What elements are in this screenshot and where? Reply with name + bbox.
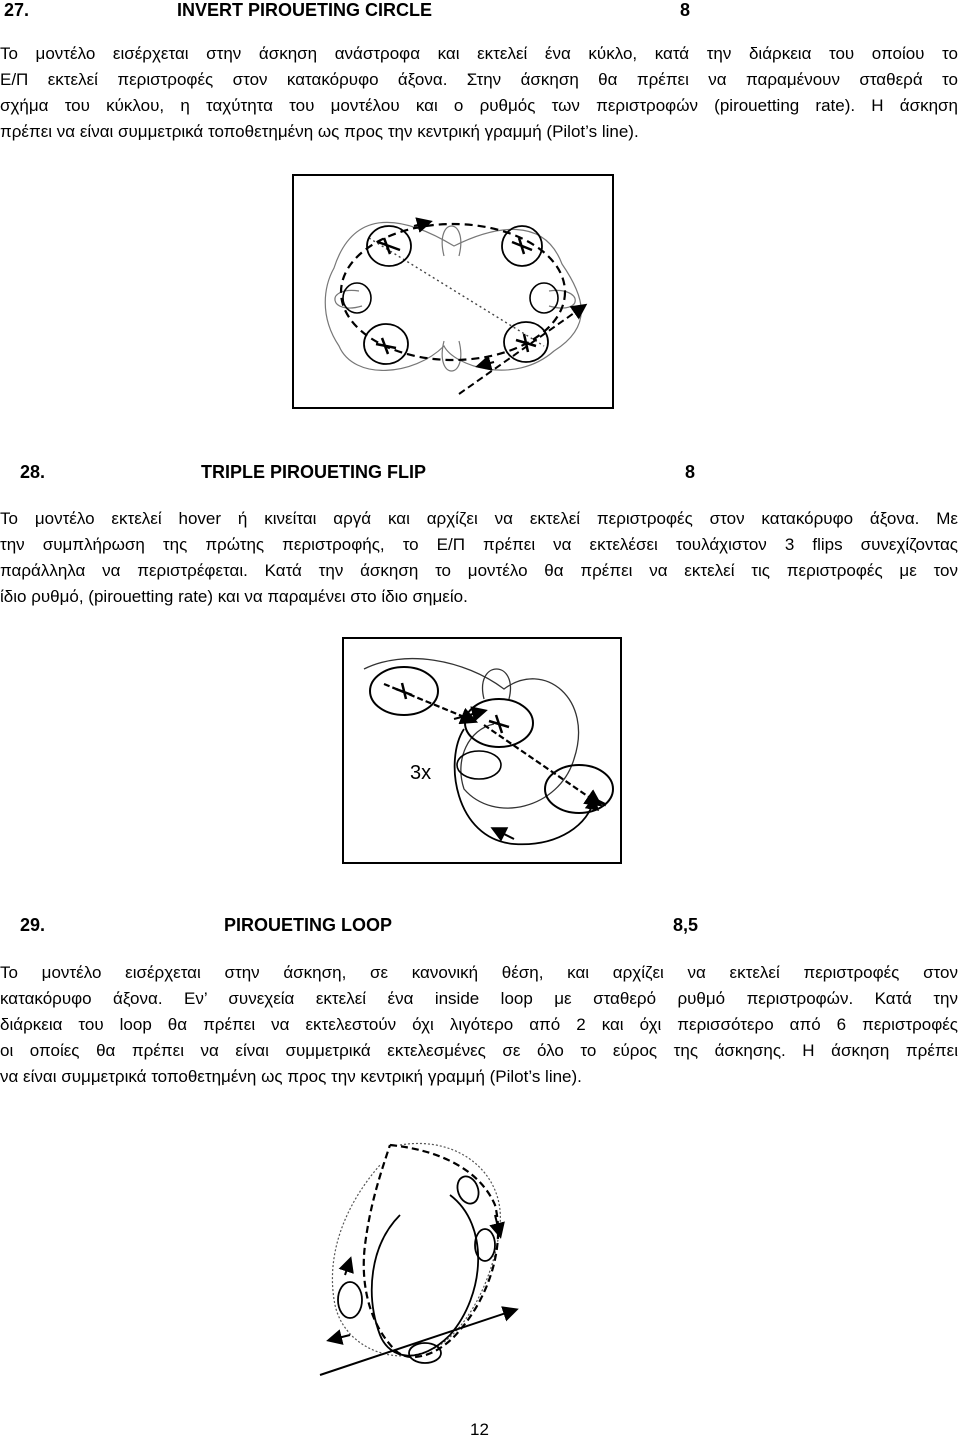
text-line: διάρκεια του loop θα πρέπει να εκτελεστούν όχι λιγότερο από 2 και όχι περισσότερο από 6 περιστροφές xyxy=(0,1015,958,1034)
page-number: 12 xyxy=(470,1420,489,1439)
triple-flip-count-label: 3x xyxy=(410,762,432,784)
section-28-title: TRIPLE PIROUETING FLIP xyxy=(201,462,427,482)
section-29-number: 29. xyxy=(20,915,46,935)
text-line: παράλληλα να περιστρέφεται. Κατά την άσκηση το μοντέλο θα πρέπει να εκτελεί τις περιστροφές με τον xyxy=(0,561,958,580)
section-27-number: 27. xyxy=(4,0,30,20)
text-line: κατακόρυφο άξονα. Εν’ συνεχεία εκτελεί ένα inside loop με σταθερό ρυθμό περιστροφών. Κατά την xyxy=(0,989,958,1008)
section-27-description xyxy=(0,41,958,145)
section-29-title: PIROUETING LOOP xyxy=(224,915,393,935)
section-28-score: 8 xyxy=(685,462,696,482)
section-27-title: INVERT PIROUETING CIRCLE xyxy=(177,0,433,20)
text-line: Το μοντέλο εισέρχεται στην άσκηση, σε κανονική θέση, και αρχίζει να εκτελεί περιστροφές στον xyxy=(0,963,958,982)
text-line: την συμπλήρωση της πρώτης περιστροφής, το Ε/Π πρέπει να εκτελέσει τουλάχιστον 3 flips συνεχίζοντας xyxy=(0,535,958,554)
text-line: σχήμα του κύκλου, η ταχύτητα του μοντέλου και ο ρυθμός των περιστροφών (pirouetting rate). Η άσκηση xyxy=(0,96,958,115)
section-28-description xyxy=(0,506,958,610)
section-29-description xyxy=(0,960,958,1090)
text-line: ίδιο ρυθμό, (pirouetting rate) και να παραμένει στο ίδιο σημείο. xyxy=(0,587,468,606)
invert-pirouetting-circle-diagram xyxy=(292,174,614,409)
section-27-score: 8 xyxy=(680,0,691,20)
section-28-number: 28. xyxy=(20,462,46,482)
section-29-score: 8,5 xyxy=(673,915,699,935)
pirouetting-loop-diagram xyxy=(290,1135,530,1380)
text-line: να είναι συμμετρικά τοποθετημένη ως προς την κεντρική γραμμή (Pilot’s line). xyxy=(0,1067,582,1086)
text-line: πρέπει να είναι συμμετρικά τοποθετημένη ως προς την κεντρική γραμμή (Pilot’s line). xyxy=(0,122,639,141)
text-line: Το μοντέλο εισέρχεται στην άσκηση ανάστροφα και εκτελεί ένα κύκλο, κατά την διάρκεια του οποίου το xyxy=(0,44,958,63)
text-line: Το μοντέλο εκτελεί hover ή κινείται αργά και αρχίζει να εκτελεί περιστροφές στον κατακόρυφο άξονα. Με xyxy=(0,509,958,528)
text-line: Ε/Π εκτελεί περιστροφές στον κατακόρυφο άξονα. Στην άσκηση θα πρέπει να παραμένουν σταθερά το xyxy=(0,70,958,89)
text-line: οι οποίες θα πρέπει να είναι συμμετρικά εκτελεσμένες σε όλο το εύρος της άσκησης. Η άσκηση πρέπει xyxy=(0,1041,958,1060)
triple-pirouetting-flip-diagram xyxy=(342,637,622,864)
